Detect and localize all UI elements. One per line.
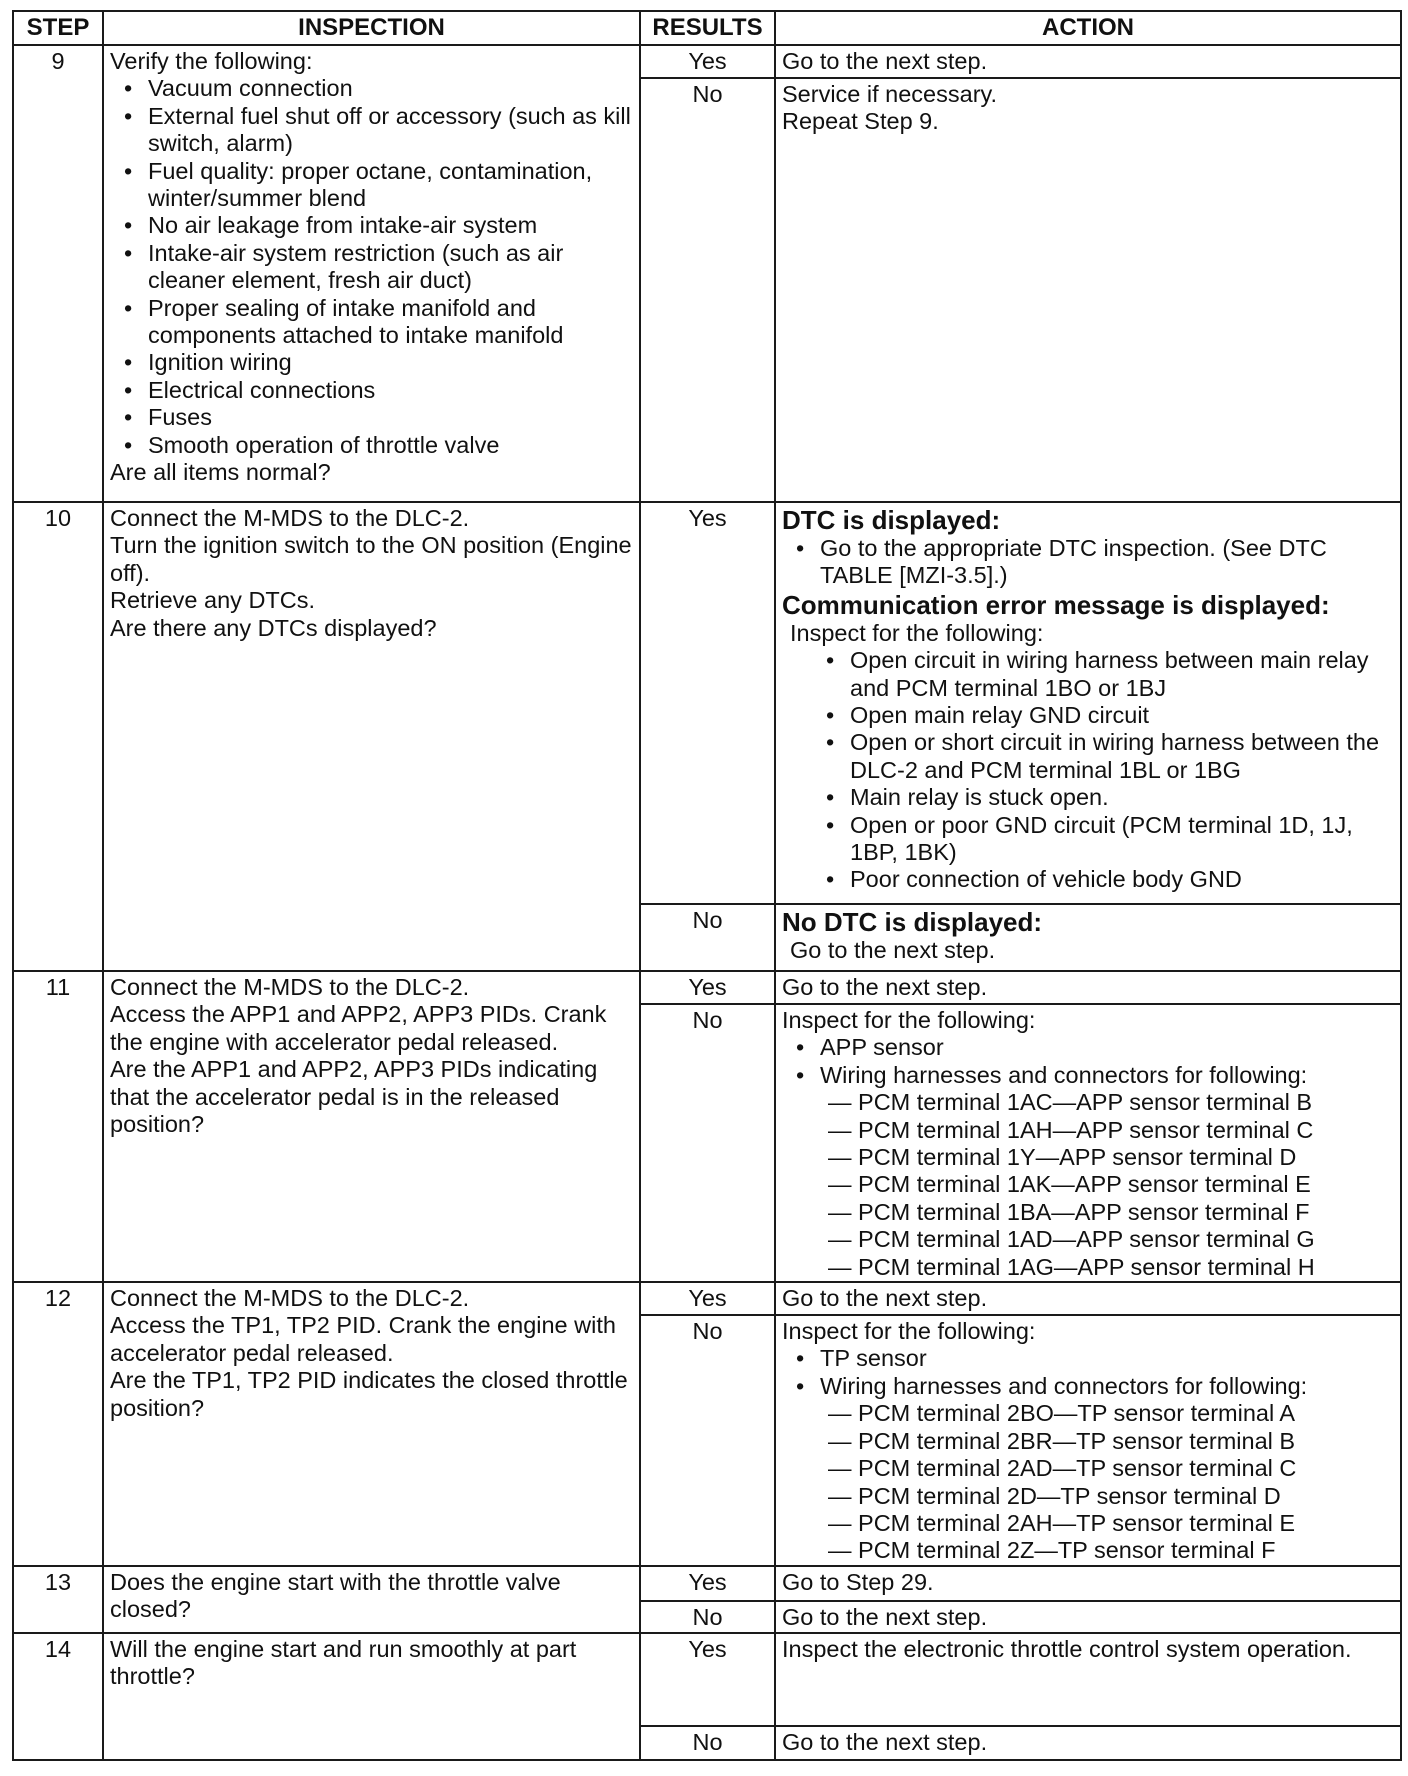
- list-item: • Fuses: [110, 404, 633, 431]
- action-no: Go to the next step.: [775, 1726, 1401, 1760]
- action-yes: Go to the next step.: [775, 971, 1401, 1004]
- step-number: 11: [13, 971, 103, 1282]
- inspection-line: Connect the M-MDS to the DLC-2.: [110, 1285, 470, 1312]
- terminal-line: — PCM terminal 2Z—TP sensor terminal F: [828, 1537, 1276, 1564]
- list-item: • Ignition wiring: [110, 349, 633, 376]
- list-item: • APP sensor: [782, 1034, 1394, 1061]
- list-item: • Go to the appropriate DTC inspection. (See DTC TABLE [MZI-3.5].): [782, 535, 1394, 590]
- step-number: 12: [13, 1282, 103, 1566]
- inspection-line: Retrieve any DTCs.: [110, 587, 316, 614]
- terminal-line: — PCM terminal 2D—TP sensor terminal D: [828, 1482, 1281, 1509]
- result-yes: Yes: [640, 1566, 775, 1601]
- step-number: 10: [13, 502, 103, 971]
- terminal-line: — PCM terminal 1AK—APP sensor terminal E: [828, 1171, 1311, 1198]
- list-item: • Wiring harnesses and connectors for following:: [782, 1062, 1394, 1089]
- terminal-line: — PCM terminal 2AH—TP sensor terminal E: [828, 1509, 1296, 1536]
- inspection-line: Are the TP1, TP2 PID indicates the closed throttle position?: [110, 1367, 628, 1421]
- list-item: • Poor connection of vehicle body GND: [782, 866, 1394, 893]
- list-item: • Open main relay GND circuit: [782, 702, 1394, 729]
- terminal-line: — PCM terminal 1AG—APP sensor terminal H: [828, 1253, 1315, 1280]
- result-no: No: [640, 1315, 775, 1566]
- list-item: • External fuel shut off or accessory (such as kill switch, alarm): [110, 103, 633, 158]
- action-no: Go to the next step.: [775, 1601, 1401, 1633]
- inspection-question: Are all items normal?: [110, 459, 331, 486]
- condition-heading: No DTC is displayed:: [782, 907, 1043, 937]
- list-item: • TP sensor: [782, 1345, 1394, 1372]
- header-step: STEP: [13, 11, 103, 45]
- result-yes: Yes: [640, 971, 775, 1004]
- inspection-line: Are there any DTCs displayed?: [110, 614, 437, 641]
- list-item: • Open circuit in wiring harness between main relay and PCM terminal 1BO or 1BJ: [782, 647, 1394, 702]
- step-11-inspection: [103, 971, 640, 1282]
- inspection-line: Access the TP1, TP2 PID. Crank the engine with accelerator pedal released.: [110, 1312, 616, 1366]
- list-item: • Intake-air system restriction (such as air cleaner element, fresh air duct): [110, 240, 633, 295]
- step-14-yes-row: [13, 1633, 1401, 1726]
- result-yes: Yes: [640, 1282, 775, 1315]
- action-list: [782, 1034, 1394, 1089]
- result-yes: Yes: [640, 1633, 775, 1726]
- list-item: • Fuel quality: proper octane, contamination, winter/summer blend: [110, 158, 633, 213]
- terminal-line: — PCM terminal 1AC—APP sensor terminal B: [828, 1089, 1313, 1116]
- list-item: • Wiring harnesses and connectors for following:: [782, 1373, 1394, 1400]
- terminal-line: — PCM terminal 1AD—APP sensor terminal G: [828, 1226, 1315, 1253]
- terminal-line: — PCM terminal 1Y—APP sensor terminal D: [828, 1144, 1297, 1171]
- terminal-line: — PCM terminal 2BR—TP sensor terminal B: [828, 1427, 1296, 1454]
- list-item: • Electrical connections: [110, 377, 633, 404]
- step-number: 13: [13, 1566, 103, 1633]
- step-number: 14: [13, 1633, 103, 1760]
- header-action: ACTION: [775, 11, 1401, 45]
- result-yes: Yes: [640, 502, 775, 904]
- action-intro: Inspect for the following:: [790, 619, 1044, 646]
- step-12-inspection: [103, 1282, 640, 1566]
- inspection-intro: Verify the following:: [110, 48, 313, 74]
- terminal-line: — PCM terminal 2BO—TP sensor terminal A: [828, 1400, 1296, 1427]
- action-yes: [775, 502, 1401, 904]
- result-no: No: [640, 1726, 775, 1760]
- action-no: [775, 78, 1401, 502]
- header-inspection: INSPECTION: [103, 11, 640, 45]
- inspection-line: Connect the M-MDS to the DLC-2.: [110, 505, 470, 531]
- action-yes: Go to the next step.: [775, 1282, 1401, 1315]
- action-no: [775, 904, 1401, 971]
- inspection-checklist: [110, 75, 633, 459]
- list-item: • Main relay is stuck open.: [782, 784, 1394, 811]
- action-line: Service if necessary.: [782, 81, 998, 107]
- step-13-inspection: Does the engine start with the throttle valve closed?: [103, 1566, 640, 1633]
- action-intro: Inspect for the following:: [782, 1007, 1036, 1033]
- diagnostic-procedure-table: [12, 10, 1402, 1761]
- list-item: • Open or short circuit in wiring harness between the DLC-2 and PCM terminal 1BL or 1BG: [782, 729, 1394, 784]
- header-row: [13, 11, 1401, 45]
- step-10-yes-row: [13, 502, 1401, 904]
- diagnostic-procedure-table-wrapper: [12, 10, 1400, 1761]
- terminal-line: — PCM terminal 2AD—TP sensor terminal C: [828, 1455, 1297, 1482]
- list-item: • Vacuum connection: [110, 75, 633, 102]
- inspection-line: Are the APP1 and APP2, APP3 PIDs indicating that the accelerator pedal is in the released position?: [110, 1056, 598, 1138]
- list-item: • Proper sealing of intake manifold and components attached to intake manifold: [110, 295, 633, 350]
- action-list: [782, 647, 1394, 894]
- inspection-line: Turn the ignition switch to the ON position (Engine off).: [110, 532, 632, 586]
- terminal-line: — PCM terminal 1AH—APP sensor terminal C: [828, 1116, 1314, 1143]
- condition-heading: DTC is displayed:: [782, 505, 1001, 535]
- step-11-yes-row: [13, 971, 1401, 1004]
- inspection-line: Connect the M-MDS to the DLC-2.: [110, 974, 470, 1000]
- step-9-yes-row: [13, 45, 1401, 78]
- step-9-inspection: [103, 45, 640, 502]
- result-no: No: [640, 1601, 775, 1633]
- step-12-yes-row: [13, 1282, 1401, 1315]
- condition-heading: Communication error message is displayed:: [782, 589, 1330, 620]
- header-results: RESULTS: [640, 11, 775, 45]
- terminal-line: — PCM terminal 1BA—APP sensor terminal F: [828, 1198, 1310, 1225]
- list-item: • Smooth operation of throttle valve: [110, 432, 633, 459]
- list-item: • No air leakage from intake-air system: [110, 212, 633, 239]
- action-no: [775, 1004, 1401, 1282]
- action-yes: Go to Step 29.: [775, 1566, 1401, 1601]
- action-yes: Go to the next step.: [775, 45, 1401, 78]
- action-intro: Inspect for the following:: [782, 1318, 1036, 1345]
- action-list: [782, 1345, 1394, 1400]
- action-line: Repeat Step 9.: [782, 108, 939, 135]
- list-item: • Open or poor GND circuit (PCM terminal 1D, 1J, 1BP, 1BK): [782, 812, 1394, 867]
- result-no: No: [640, 1004, 775, 1282]
- result-no: No: [640, 904, 775, 971]
- step-14-inspection: Will the engine start and run smoothly at part throttle?: [103, 1633, 640, 1760]
- inspection-line: Access the APP1 and APP2, APP3 PIDs. Crank the engine with accelerator pedal released.: [110, 1001, 607, 1055]
- result-no: No: [640, 78, 775, 502]
- step-10-inspection: [103, 502, 640, 971]
- action-yes: Inspect the electronic throttle control system operation.: [775, 1633, 1401, 1726]
- step-number: 9: [13, 45, 103, 502]
- step-13-yes-row: [13, 1566, 1401, 1601]
- action-no: [775, 1315, 1401, 1566]
- result-yes: Yes: [640, 45, 775, 78]
- action-list: [782, 535, 1394, 590]
- action-line: Go to the next step.: [790, 937, 996, 963]
